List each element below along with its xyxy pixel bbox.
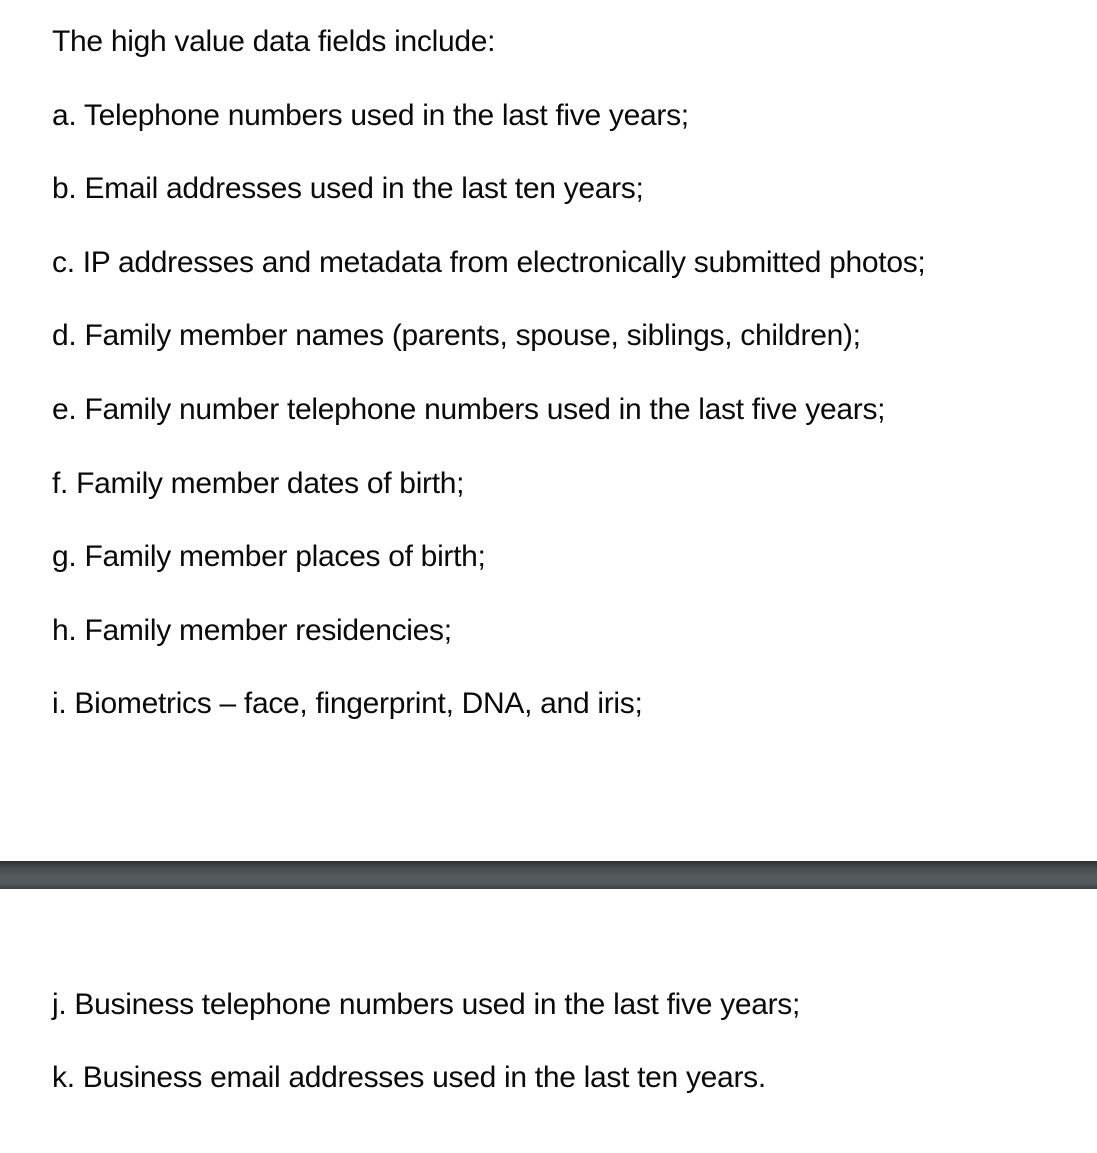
list-item-b: b. Email addresses used in the last ten years; <box>52 172 644 205</box>
list-item-i: i. Biometrics – face, fingerprint, DNA, and iris; <box>52 687 643 720</box>
list-item-g: g. Family member places of birth; <box>52 540 486 573</box>
list-item-k: k. Business email addresses used in the last ten years. <box>52 1061 766 1094</box>
list-item-e: e. Family number telephone numbers used in the last five years; <box>52 393 886 426</box>
page-break-divider <box>0 861 1097 889</box>
list-item-f: f. Family member dates of birth; <box>52 467 465 500</box>
list-item-j: j. Business telephone numbers used in the last five years; <box>52 988 801 1021</box>
intro-text: The high value data fields include: <box>52 25 496 58</box>
list-item-c: c. IP addresses and metadata from electronically submitted photos; <box>52 246 926 279</box>
list-item-h: h. Family member residencies; <box>52 614 452 647</box>
list-item-d: d. Family member names (parents, spouse, siblings, children); <box>52 319 861 352</box>
document-page-bottom <box>0 889 1097 1153</box>
list-item-a: a. Telephone numbers used in the last five years; <box>52 99 689 132</box>
